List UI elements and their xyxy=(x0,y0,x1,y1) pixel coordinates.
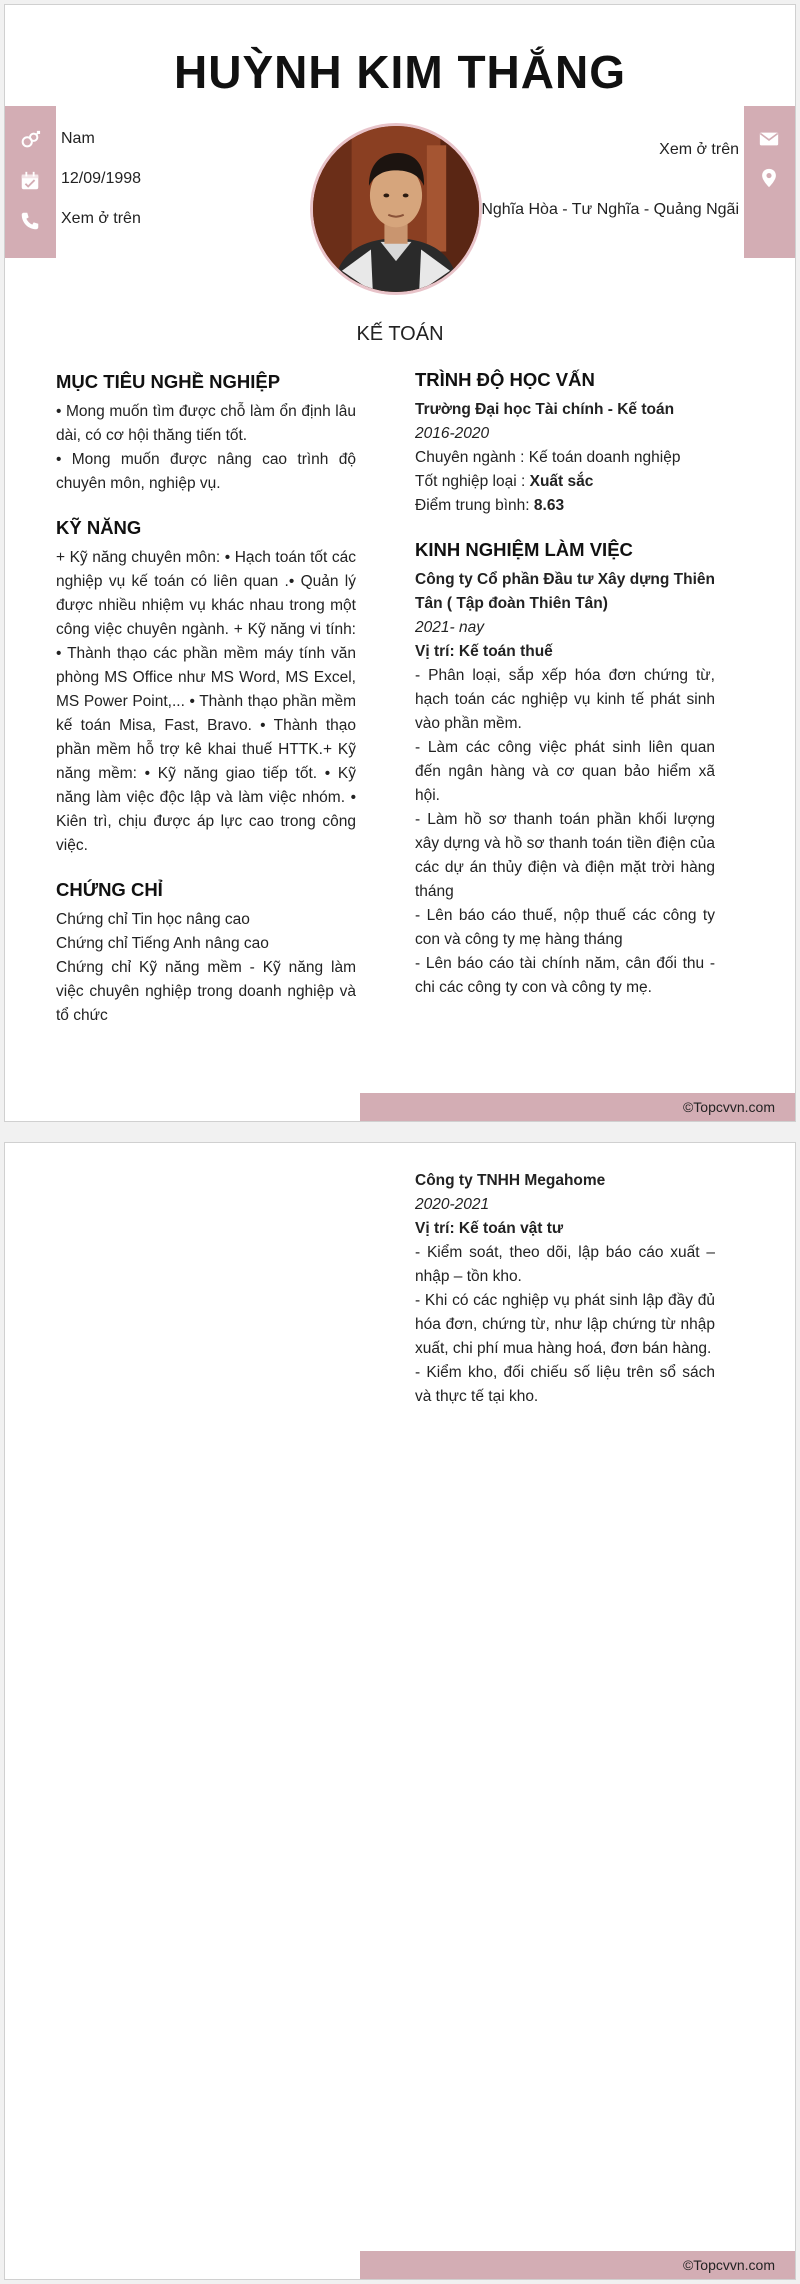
job-period: 2021- nay xyxy=(415,619,484,636)
job-duty: - Lên báo cáo tài chính năm, cân đối thu - chi các công ty con và công ty mẹ. xyxy=(415,955,715,996)
gpa-value: 8.63 xyxy=(533,497,565,514)
calendar-icon xyxy=(19,170,41,192)
job-company: Công ty Cổ phần Đầu tư Xây dựng Thiên Tân ( Tập đoàn Thiên Tân) xyxy=(415,571,715,612)
footer-bar xyxy=(360,2251,795,2279)
cv-page-2 xyxy=(4,1142,796,2280)
objective-line: • Mong muốn được nâng cao trình độ chuyên môn, nghiệp vụ. xyxy=(56,451,356,492)
job-duty: - Làm hồ sơ thanh toán phần khối lượng xây dựng và hồ sơ thanh toán tiền điện của các dự án thủy điện và điện mặt trời hàng tháng xyxy=(415,811,715,900)
phone-value: Xem ở trên xyxy=(61,210,141,227)
right-column-continued xyxy=(415,1169,715,1409)
email-value: Xem ở trên xyxy=(659,141,739,158)
job-position: Vị trí: Kế toán vật tư xyxy=(415,1220,564,1237)
right-contact-band xyxy=(744,106,795,258)
job-company: Công ty TNHH Megahome xyxy=(415,1172,606,1189)
job-duty: - Phân loại, sắp xếp hóa đơn chứng từ, hạch toán các nghiệp vụ kinh tế phát sinh vào phần mềm. xyxy=(415,667,715,732)
job-duty: - Kiểm kho, đối chiếu số liệu trên sổ sách và thực tế tại kho. xyxy=(415,1364,715,1405)
skills-heading: KỸ NĂNG xyxy=(56,517,142,538)
gpa-label: Điểm trung bình: xyxy=(415,497,534,514)
education-major: Chuyên ngành : Kế toán doanh nghiệp xyxy=(415,449,681,466)
skills-section xyxy=(56,514,356,858)
candidate-name: HUỲNH KIM THẮNG xyxy=(174,46,626,98)
job-period: 2020-2021 xyxy=(415,1196,490,1213)
job-duty: - Kiểm soát, theo dõi, lập báo cáo xuất – nhập – tồn kho. xyxy=(415,1244,715,1285)
phone-icon xyxy=(19,210,41,232)
left-contact-band xyxy=(5,106,56,258)
certificate-item: Chứng chỉ Tin học nâng cao xyxy=(56,911,250,928)
experience-heading: KINH NGHIỆM LÀM VIỆC xyxy=(415,539,633,560)
cv-page-1 xyxy=(4,4,796,1122)
education-section xyxy=(415,366,715,518)
birthdate-value: 12/09/1998 xyxy=(61,170,142,187)
job-duty: - Khi có các nghiệp vụ phát sinh lập đầy đủ hóa đơn, chứng từ, như lập chứng từ nhập xuất, chi phí mua hàng hoá, đơn bán hàng. xyxy=(415,1292,715,1357)
footer-bar xyxy=(360,1093,795,1121)
footer-credit: ©Topcvvn.com xyxy=(682,1099,775,1115)
job-title: KẾ TOÁN xyxy=(356,323,444,345)
education-years: 2016-2020 xyxy=(415,425,490,442)
left-column xyxy=(56,368,356,1046)
gender-icon xyxy=(19,129,41,151)
footer-credit: ©Topcvvn.com xyxy=(682,2257,775,2273)
certificate-item: Chứng chỉ Kỹ năng mềm - Kỹ năng làm việc chuyên nghiệp trong doanh nghiệp và tổ chức xyxy=(56,959,356,1024)
mail-icon xyxy=(758,128,780,150)
objective-heading: MỤC TIÊU NGHỀ NGHIỆP xyxy=(56,371,281,392)
gender-value: Nam xyxy=(61,130,95,147)
profile-photo xyxy=(310,123,482,295)
grade-label: Tốt nghiệp loại : xyxy=(415,473,530,490)
right-column xyxy=(415,366,715,1018)
job-duty: - Làm các công việc phát sinh liên quan đến ngân hàng và cơ quan bảo hiểm xã hội. xyxy=(415,739,715,804)
certificates-section xyxy=(56,876,356,1028)
grade-value: Xuất sắc xyxy=(529,473,594,490)
job-position: Vị trí: Kế toán thuế xyxy=(415,643,553,660)
school-name: Trường Đại học Tài chính - Kế toán xyxy=(415,401,675,418)
objective-section xyxy=(56,368,356,496)
experience-section xyxy=(415,536,715,1000)
skills-text: + Kỹ năng chuyên môn: • Hạch toán tốt các nghiệp vụ kế toán có liên quan .• Quản lý được nhiều nhiệm vụ khác nhau trong một công việc chuyên ngành. + Kỹ năng vi tính: • Thành thạo các phần mềm máy tính văn phòng MS Office như MS Word, MS Excel, MS Power Point,... • Thành thạo phần mềm kế toán Misa, Fast, Bravo. • Thành thạo phần mềm hỗ trợ kê khai thuế HTTK.+ Kỹ năng mềm: • Kỹ năng giao tiếp tốt. • Kỹ năng làm việc độc lập và làm việc nhóm. • Kiên trì, chịu được áp lực cao trong công việc. xyxy=(56,549,356,854)
certificates-heading: CHỨNG CHỈ xyxy=(56,879,163,900)
job-duty: - Lên báo cáo thuế, nộp thuế các công ty con và công ty mẹ hàng tháng xyxy=(415,907,715,948)
address-value: Nghĩa Hòa - Tư Nghĩa - Quảng Ngãi xyxy=(481,201,739,218)
education-grade xyxy=(415,470,715,494)
location-pin-icon xyxy=(758,167,780,189)
objective-line: • Mong muốn tìm được chỗ làm ổn định lâu dài, có cơ hội thăng tiến tốt. xyxy=(56,403,356,444)
certificate-item: Chứng chỉ Tiếng Anh nâng cao xyxy=(56,935,269,952)
education-heading: TRÌNH ĐỘ HỌC VẤN xyxy=(415,369,595,390)
education-gpa xyxy=(415,494,715,518)
